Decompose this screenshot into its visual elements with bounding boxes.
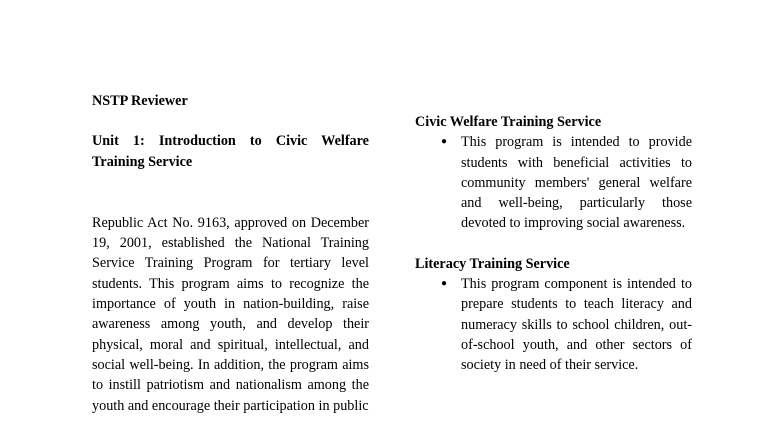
document-title: NSTP Reviewer bbox=[92, 93, 188, 109]
bullet-list bbox=[415, 132, 692, 233]
bullet-icon: ● bbox=[441, 136, 448, 148]
section-civic-welfare bbox=[415, 112, 692, 234]
list-item bbox=[441, 132, 692, 233]
section-heading: Literacy Training Service bbox=[415, 255, 570, 272]
bullet-list bbox=[415, 274, 692, 375]
right-column bbox=[415, 112, 692, 376]
list-item-text: This program is intended to provide students with beneficial activities to community members' general welfare and well-being, particularly those devoted to improving social awareness. bbox=[461, 134, 692, 232]
body-paragraph: Republic Act No. 9163, approved on December 19, 2001, established the National Training Service Training Program for tertiary level students. This program aims to recognize the importance of youth in nation-building, raise awareness among youth, and develop their physical, moral and spiritual, intellectual, and social well-being. In addition, the program aims to instill patriotism and nationalism among the youth and encourage their participation in public bbox=[92, 214, 369, 414]
unit-heading: Unit 1: Introduction to Civic Welfare Training Service bbox=[92, 133, 369, 170]
section-heading: Civic Welfare Training Service bbox=[415, 114, 602, 130]
left-column bbox=[92, 91, 369, 416]
section-literacy-training bbox=[415, 254, 692, 376]
list-item-text: This program component is intended to prepare students to teach literacy and numeracy skills to school children, out-of-school youth, and other sectors of society in need of their service. bbox=[461, 276, 692, 374]
list-item bbox=[441, 274, 692, 375]
bullet-icon: ● bbox=[441, 278, 448, 290]
